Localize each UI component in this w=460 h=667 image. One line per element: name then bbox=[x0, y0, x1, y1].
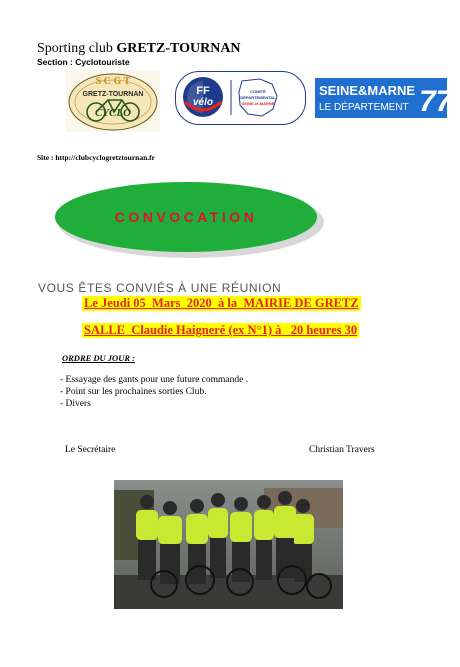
ff-text: FF bbox=[196, 85, 210, 97]
convocation-banner bbox=[55, 180, 331, 262]
signature-right: Christian Travers bbox=[309, 445, 375, 455]
comite-line2: DÉPARTEMENTAL bbox=[240, 95, 276, 100]
scgt-top-text: S C G T bbox=[95, 76, 131, 87]
invite-heading: VOUS ÊTES CONVIÉS À UNE RÉUNION bbox=[38, 281, 282, 295]
ffvelo-logo bbox=[175, 71, 306, 125]
scgt-mid-text: GRETZ-TOURNAN bbox=[82, 91, 144, 98]
agenda-item: - Point sur les prochaines sorties Club. bbox=[60, 387, 207, 397]
seine-et-marne-logo bbox=[315, 78, 453, 118]
scgt-bottom-text: CYCLO bbox=[94, 107, 132, 119]
section-label: Section : Cyclotouriste bbox=[37, 57, 130, 67]
comite-line3: SEINE-et-MARNE bbox=[241, 101, 275, 106]
convocation-title: CONVOCATION bbox=[114, 209, 258, 225]
meeting-room-line: SALLE Claudie Haigneré (ex N°1) à 20 heures 30 bbox=[84, 323, 358, 337]
agenda-item: - Essayage des gants pour une future commande . bbox=[60, 375, 249, 385]
velo-text: vélo bbox=[192, 97, 214, 108]
meeting-date-line: Le Jeudi 05 Mars 2020 à la MAIRIE DE GRETZ bbox=[84, 296, 359, 310]
scgt-logo bbox=[66, 70, 160, 132]
club-name: GRETZ-TOURNAN bbox=[116, 41, 241, 56]
seine-line1: SEINE&MARNE bbox=[319, 83, 416, 98]
group-photo bbox=[114, 480, 343, 609]
agenda-title: ORDRE DU JOUR : bbox=[62, 353, 135, 363]
seine-line2: LE DÉPARTEMENT bbox=[319, 102, 409, 113]
club-title-prefix: Sporting club bbox=[37, 41, 117, 56]
signature-left: Le Secrétaire bbox=[65, 445, 116, 455]
comite-line1: COMITÉ bbox=[250, 89, 266, 94]
agenda-item: - Divers bbox=[60, 399, 91, 409]
seine-number: 77 bbox=[419, 85, 453, 118]
club-title bbox=[37, 41, 241, 57]
website-line: Site : http://clubcyclogretztournan.fr bbox=[37, 153, 155, 162]
